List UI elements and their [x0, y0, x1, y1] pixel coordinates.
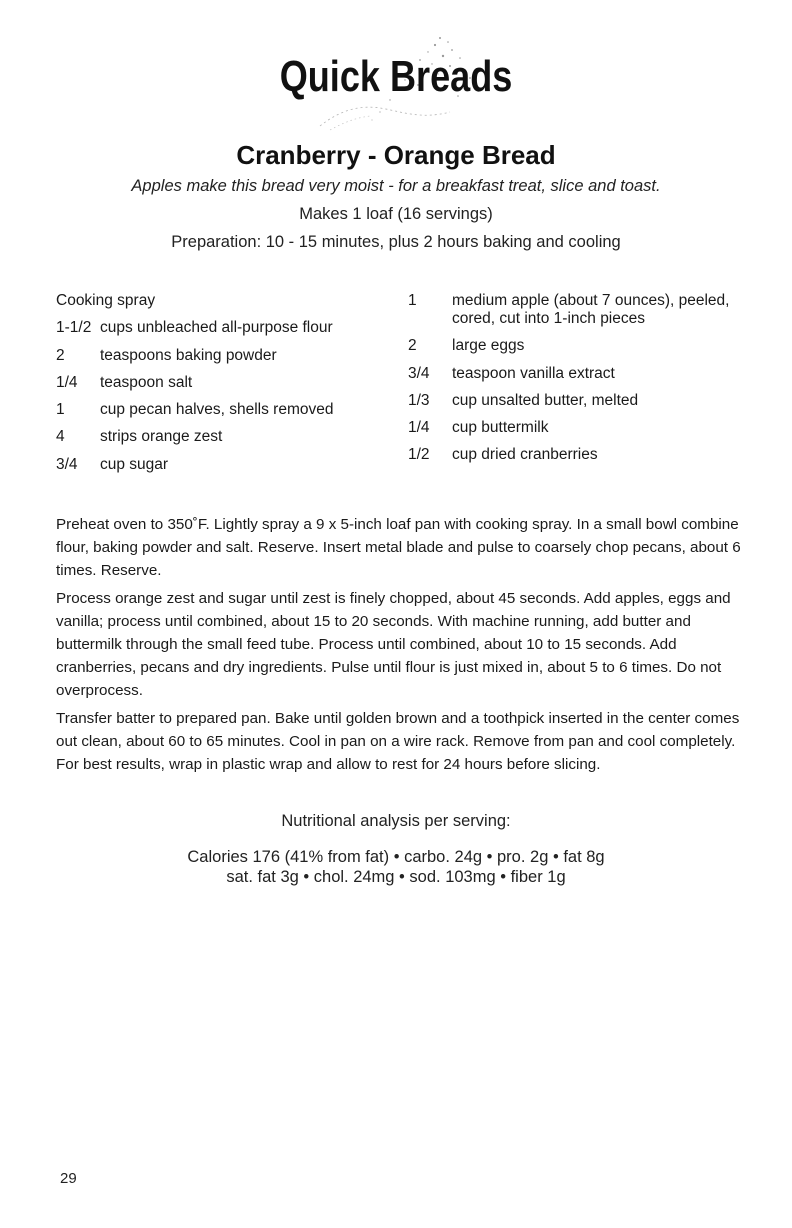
- nutrition-line-1: Calories 176 (41% from fat) • carbo. 24g • pro. 2g • fat 8g: [187, 848, 605, 866]
- ingredients-left-column: [56, 292, 386, 483]
- ingredient-text: strips orange zest: [100, 428, 223, 446]
- nutrition-heading: Nutritional analysis per serving:: [281, 812, 511, 830]
- nutrition-line-2: sat. fat 3g • chol. 24mg • sod. 103mg • fiber 1g: [226, 868, 566, 886]
- ingredient-row: [56, 428, 386, 446]
- ingredient-row: [56, 292, 386, 310]
- page-number: 29: [60, 1170, 77, 1187]
- section-header: [0, 30, 792, 140]
- direction-paragraph: Process orange zest and sugar until zest is finely chopped, about 45 seconds. Add apples, eggs and vanilla; process until combined, about 15 to 20 seconds. With machine running, add butter and buttermilk through the small feed tube. Process until combined, about 10 to 15 seconds. Add cranberries, pecans and dry ingredients. Pulse until flour is just mixed in, about 5 to 6 times. Do not overprocess.: [56, 590, 731, 699]
- ingredient-text: cup buttermilk: [452, 419, 549, 437]
- direction-paragraph: Transfer batter to prepared pan. Bake until golden brown and a toothpick inserted in the center comes out clean, about 60 to 65 minutes. Cool in pan on a wire rack. Remove from pan and cool completely. For best results, wrap in plastic wrap and allow to rest for 24 hours before slicing.: [56, 710, 740, 773]
- directions: [56, 513, 746, 781]
- ingredient-qty: 4: [56, 428, 65, 446]
- ingredient-text: cup unsalted butter, melted: [452, 391, 639, 409]
- ingredient-text: teaspoons baking powder: [100, 346, 277, 364]
- ingredient-row: [56, 456, 386, 474]
- recipe-yield: Makes 1 loaf (16 servings): [299, 205, 493, 223]
- section-title: Quick Breads: [279, 52, 513, 101]
- ingredient-text: cup pecan halves, shells removed: [100, 401, 334, 419]
- direction-paragraph: Preheat oven to 350˚F. Lightly spray a 9 x 5-inch loaf pan with cooking spray. In a small bowl combine flour, baking powder and salt. Reserve. Insert metal blade and pulse to coarsely chop pecans, about 6 times. Reserve.: [56, 516, 741, 579]
- ingredient-qty: 2: [408, 337, 417, 355]
- ingredient-row: [408, 337, 748, 355]
- ingredient-qty: 2: [56, 346, 65, 364]
- ingredient-qty: 1/3: [408, 391, 430, 409]
- ingredient-qty: 1-1/2: [56, 319, 92, 337]
- ingredient-row: [408, 446, 748, 464]
- ingredients-right-column: [408, 292, 748, 474]
- recipe-title: Cranberry - Orange Bread: [236, 140, 556, 170]
- ingredient-text: cup dried cranberries: [452, 446, 598, 464]
- ingredient-qty: 1/2: [408, 446, 430, 464]
- recipe-preparation: Preparation: 10 - 15 minutes, plus 2 hours baking and cooling: [171, 233, 621, 251]
- ingredient-qty: 1: [408, 292, 417, 309]
- recipe-subtitle: Apples make this bread very moist - for a breakfast treat, slice and toast.: [131, 177, 661, 195]
- ingredient-row: [56, 319, 386, 337]
- ingredient-text: teaspoon salt: [100, 373, 193, 391]
- ingredient-text: large eggs: [452, 337, 525, 355]
- ingredient-qty: 1/4: [56, 373, 78, 391]
- ingredient-text: cups unbleached all-purpose flour: [100, 319, 333, 337]
- ingredient-row: [56, 401, 386, 419]
- ingredient-qty: 1/4: [408, 419, 430, 437]
- ingredient-qty: 1: [56, 401, 65, 419]
- ingredient-text: medium apple (about 7 ounces), peeled, cored, cut into 1-inch pieces: [452, 292, 730, 327]
- ingredient-text: teaspoon vanilla extract: [452, 364, 615, 382]
- ingredient-row: [408, 292, 748, 328]
- ingredient-row: [408, 419, 748, 437]
- ingredient-text: cup sugar: [100, 455, 169, 473]
- ingredient-row: [408, 392, 748, 410]
- ingredient-row: [56, 347, 386, 365]
- ingredient-row: [408, 365, 748, 383]
- ingredient-qty: 3/4: [56, 455, 78, 473]
- ingredient-row: [56, 374, 386, 392]
- ingredient-qty: 3/4: [408, 364, 430, 382]
- ingredient-text: Cooking spray: [56, 292, 156, 309]
